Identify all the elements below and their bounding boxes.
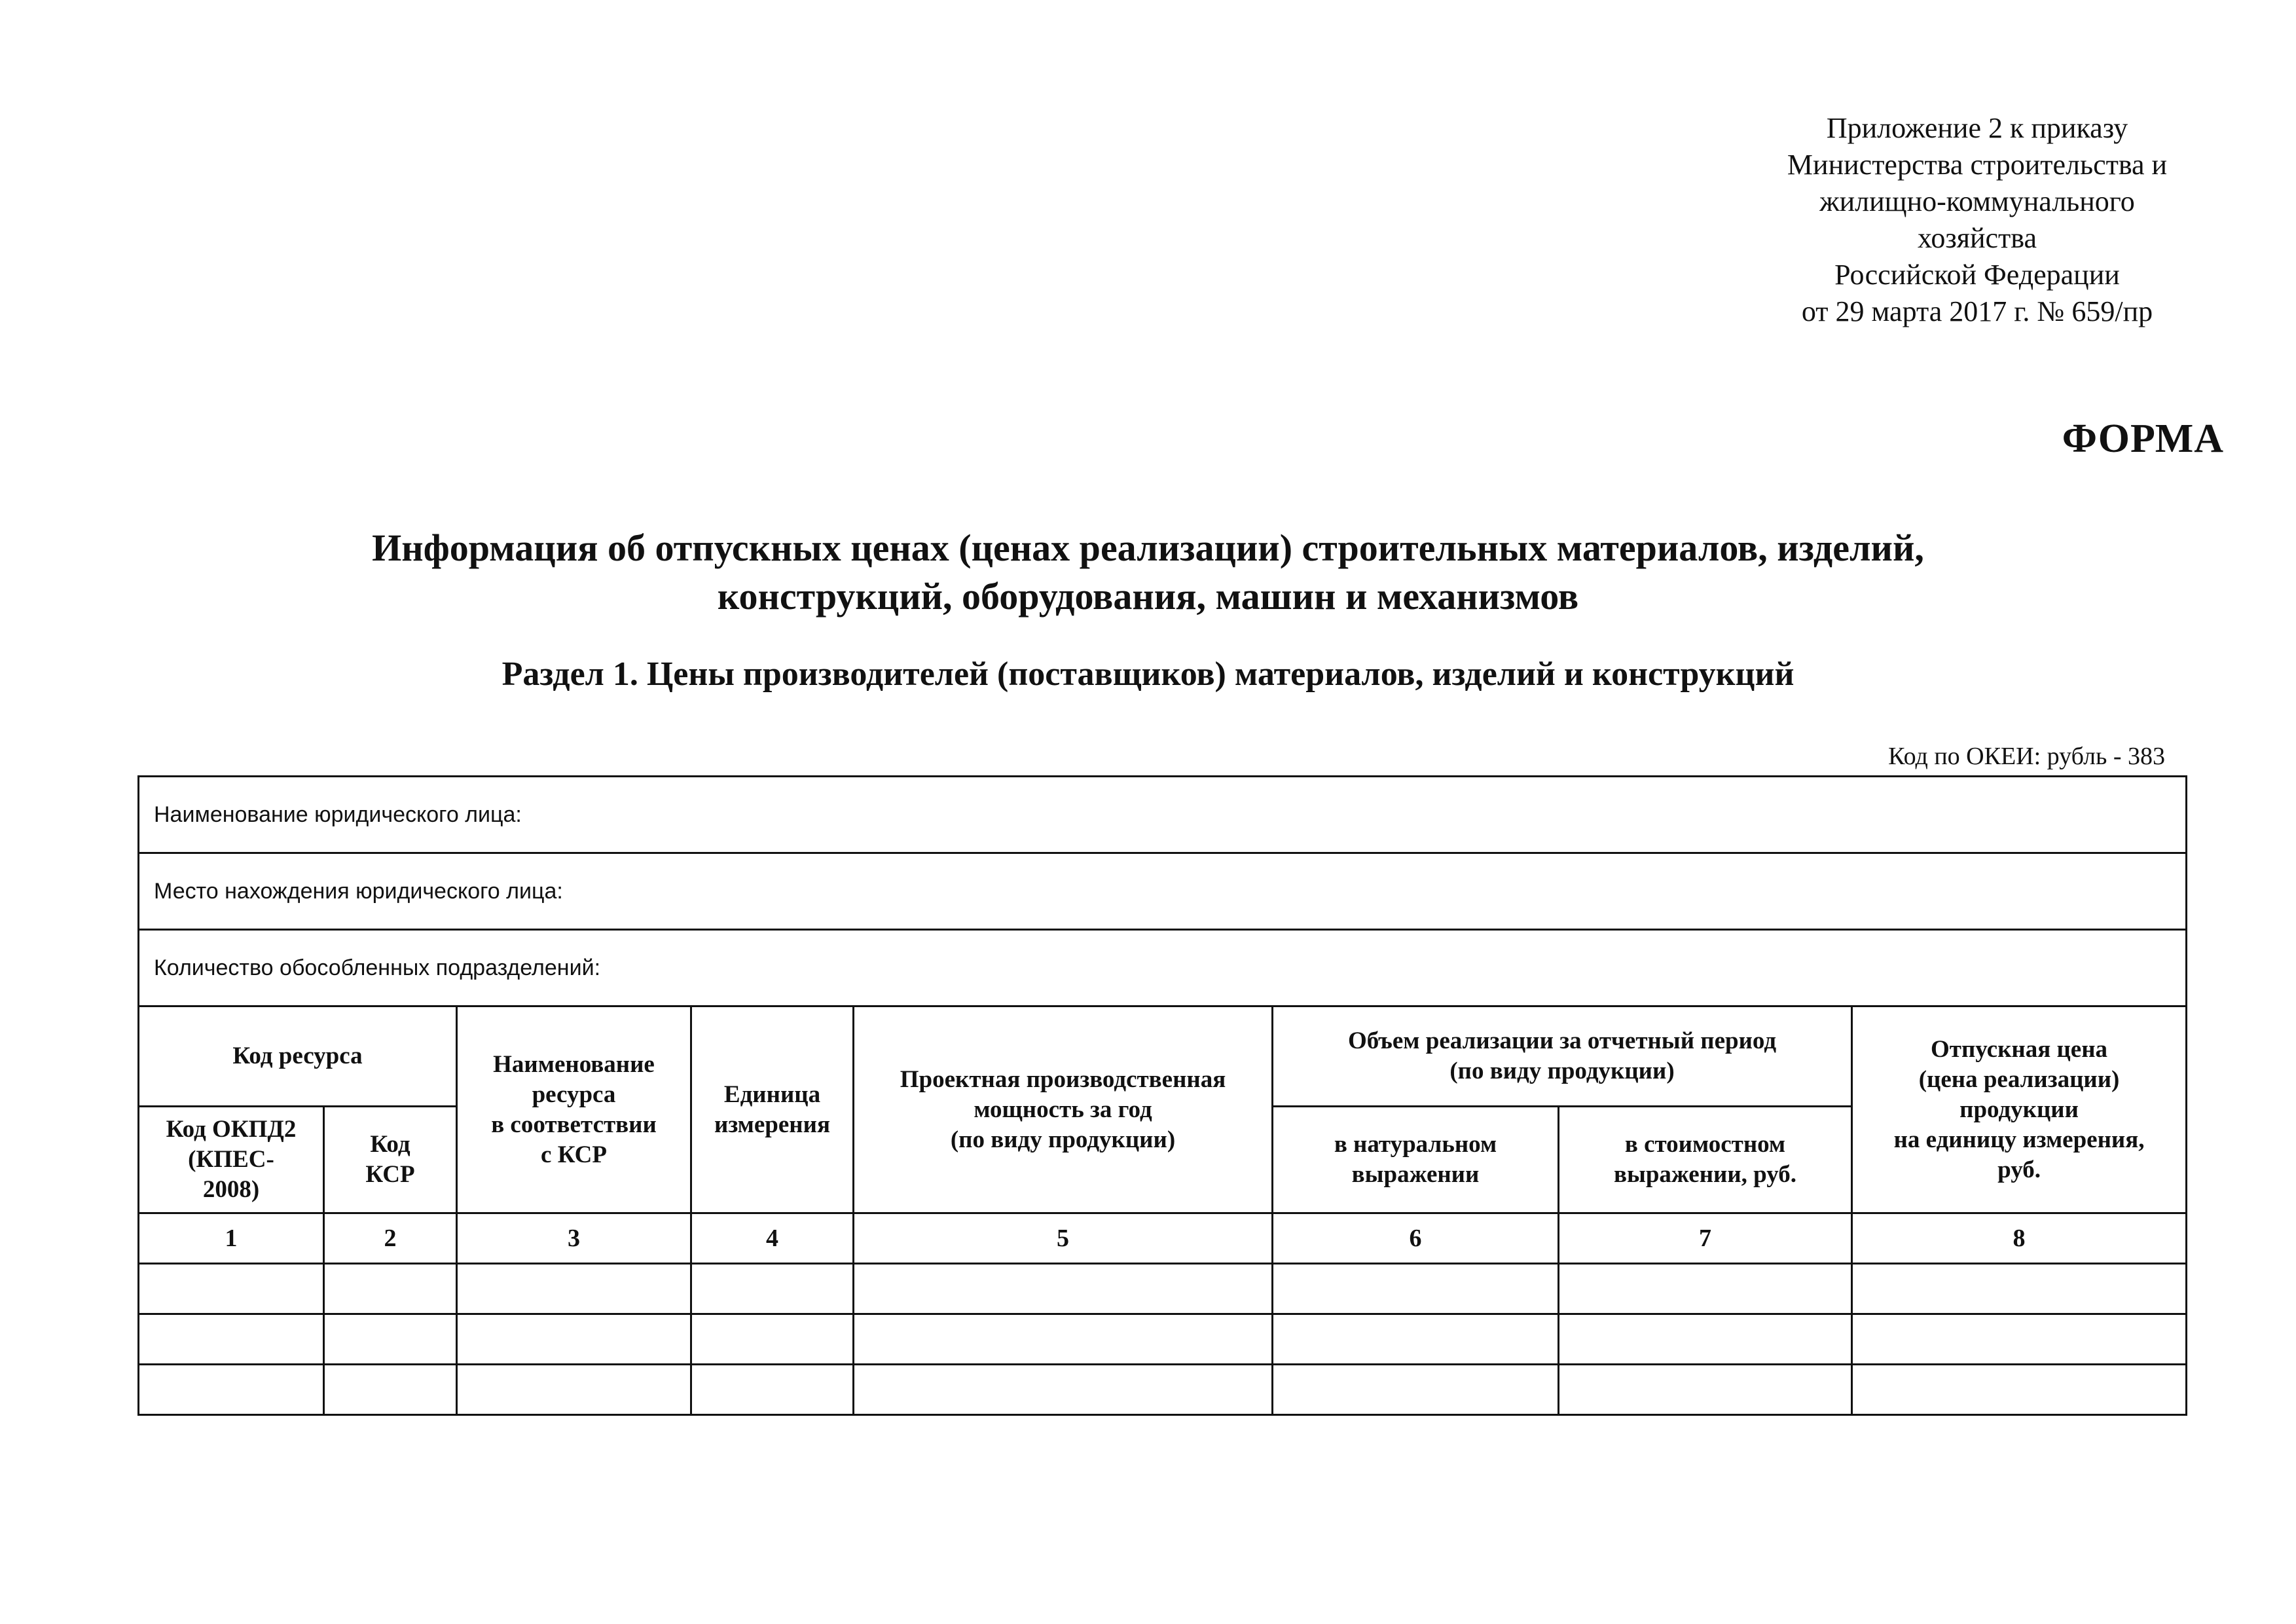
header-line: в соответствии bbox=[491, 1111, 657, 1138]
header-line: Проектная производственная bbox=[900, 1065, 1226, 1093]
header-line: в стоимостном bbox=[1624, 1131, 1786, 1158]
header-capacity bbox=[854, 1006, 1273, 1213]
table-cell[interactable] bbox=[1273, 1314, 1559, 1365]
table-cell[interactable] bbox=[854, 1365, 1273, 1415]
header-line: Код ОКПД2 bbox=[166, 1116, 297, 1143]
table-cell[interactable] bbox=[139, 1365, 324, 1415]
table-cell[interactable] bbox=[139, 1264, 324, 1314]
table-cell[interactable] bbox=[1559, 1314, 1852, 1365]
header-natural bbox=[1273, 1107, 1559, 1213]
header-line: в натуральном bbox=[1334, 1131, 1497, 1158]
header-resource-code: Код ресурса bbox=[139, 1006, 457, 1107]
table-cell[interactable] bbox=[324, 1365, 457, 1415]
header-line: Отпускная цена bbox=[1931, 1035, 2108, 1063]
header-unit bbox=[691, 1006, 854, 1213]
header-okpd2 bbox=[139, 1107, 324, 1213]
appendix-line: Приложение 2 к приказу bbox=[1826, 112, 2128, 144]
header-line: (цена реализации) bbox=[1918, 1065, 2120, 1093]
column-number: 2 bbox=[324, 1213, 457, 1264]
table-cell[interactable] bbox=[324, 1314, 457, 1365]
document-title bbox=[0, 524, 2296, 621]
subdivisions-count-field[interactable]: Количество обособленных подразделений: bbox=[139, 930, 2187, 1006]
table-cell[interactable] bbox=[457, 1264, 691, 1314]
table-cell[interactable] bbox=[1273, 1264, 1559, 1314]
column-number: 1 bbox=[139, 1213, 324, 1264]
header-line: (КПЕС- bbox=[188, 1146, 274, 1173]
table-cell[interactable] bbox=[457, 1314, 691, 1365]
column-numbers-row bbox=[139, 1213, 2187, 1264]
table-cell[interactable] bbox=[854, 1314, 1273, 1365]
header-line: мощность за год bbox=[974, 1096, 1152, 1123]
column-number: 6 bbox=[1273, 1213, 1559, 1264]
legal-name-field[interactable]: Наименование юридического лица: bbox=[139, 777, 2187, 853]
appendix-line: жилищно-коммунального bbox=[1819, 185, 2135, 217]
header-line: Наименование bbox=[493, 1050, 655, 1078]
header-sales-volume bbox=[1273, 1006, 1852, 1107]
forma-label: ФОРМА bbox=[2062, 416, 2224, 461]
header-cost bbox=[1559, 1107, 1852, 1213]
table-cell[interactable] bbox=[139, 1314, 324, 1365]
appendix-line: Министерства строительства и bbox=[1787, 149, 2168, 181]
table-cell[interactable] bbox=[1559, 1365, 1852, 1415]
appendix-block bbox=[1728, 110, 2226, 330]
title-line: Информация об отпускных ценах (ценах реализации) строительных материалов, изделий, bbox=[372, 526, 1924, 569]
table-cell[interactable] bbox=[1273, 1365, 1559, 1415]
price-form-table bbox=[137, 775, 2187, 1416]
header-price bbox=[1852, 1006, 2187, 1213]
table-cell[interactable] bbox=[691, 1365, 854, 1415]
table-cell[interactable] bbox=[457, 1365, 691, 1415]
table-row bbox=[139, 1264, 2187, 1314]
appendix-line: хозяйства bbox=[1918, 222, 2037, 254]
header-line: Единица bbox=[723, 1080, 821, 1108]
table-row bbox=[139, 1365, 2187, 1415]
header-line: (по виду продукции) bbox=[950, 1126, 1176, 1153]
header-line: на единицу измерения, bbox=[1893, 1126, 2145, 1153]
header-line: Код bbox=[370, 1131, 410, 1158]
table-row bbox=[139, 1314, 2187, 1365]
header-line: руб. bbox=[1997, 1156, 2041, 1183]
column-number: 8 bbox=[1852, 1213, 2187, 1264]
section-title: Раздел 1. Цены производителей (поставщиков) материалов, изделий и конструкций bbox=[501, 655, 1795, 693]
header-line: КСР bbox=[365, 1161, 415, 1188]
table-cell[interactable] bbox=[1559, 1264, 1852, 1314]
appendix-line: Российской Федерации bbox=[1834, 259, 2120, 291]
table-cell[interactable] bbox=[324, 1264, 457, 1314]
header-ksr-code bbox=[324, 1107, 457, 1213]
header-line: ресурса bbox=[532, 1080, 616, 1108]
table-cell[interactable] bbox=[1852, 1264, 2187, 1314]
column-number: 7 bbox=[1559, 1213, 1852, 1264]
column-number: 3 bbox=[457, 1213, 691, 1264]
legal-address-field[interactable]: Место нахождения юридического лица: bbox=[139, 853, 2187, 930]
header-line: 2008) bbox=[202, 1176, 260, 1203]
table-cell[interactable] bbox=[1852, 1365, 2187, 1415]
header-line: измерения bbox=[714, 1111, 830, 1138]
column-number: 4 bbox=[691, 1213, 854, 1264]
header-resource-name bbox=[457, 1006, 691, 1213]
header-line: выражении bbox=[1351, 1161, 1480, 1188]
table-cell[interactable] bbox=[1852, 1314, 2187, 1365]
table-cell[interactable] bbox=[691, 1264, 854, 1314]
column-number: 5 bbox=[854, 1213, 1273, 1264]
header-line: продукции bbox=[1959, 1096, 2079, 1123]
header-line: (по виду продукции) bbox=[1449, 1058, 1675, 1084]
appendix-line: от 29 марта 2017 г. № 659/пр bbox=[1801, 295, 2153, 327]
title-line: конструкций, оборудования, машин и механизмов bbox=[717, 575, 1579, 618]
table-cell[interactable] bbox=[854, 1264, 1273, 1314]
header-line: Объем реализации за отчетный период bbox=[1347, 1027, 1777, 1054]
okei-code: Код по ОКЕИ: рубль - 383 bbox=[1888, 743, 2165, 770]
table-cell[interactable] bbox=[691, 1314, 854, 1365]
header-line: выражении, руб. bbox=[1613, 1161, 1797, 1188]
header-line: с КСР bbox=[541, 1141, 607, 1168]
